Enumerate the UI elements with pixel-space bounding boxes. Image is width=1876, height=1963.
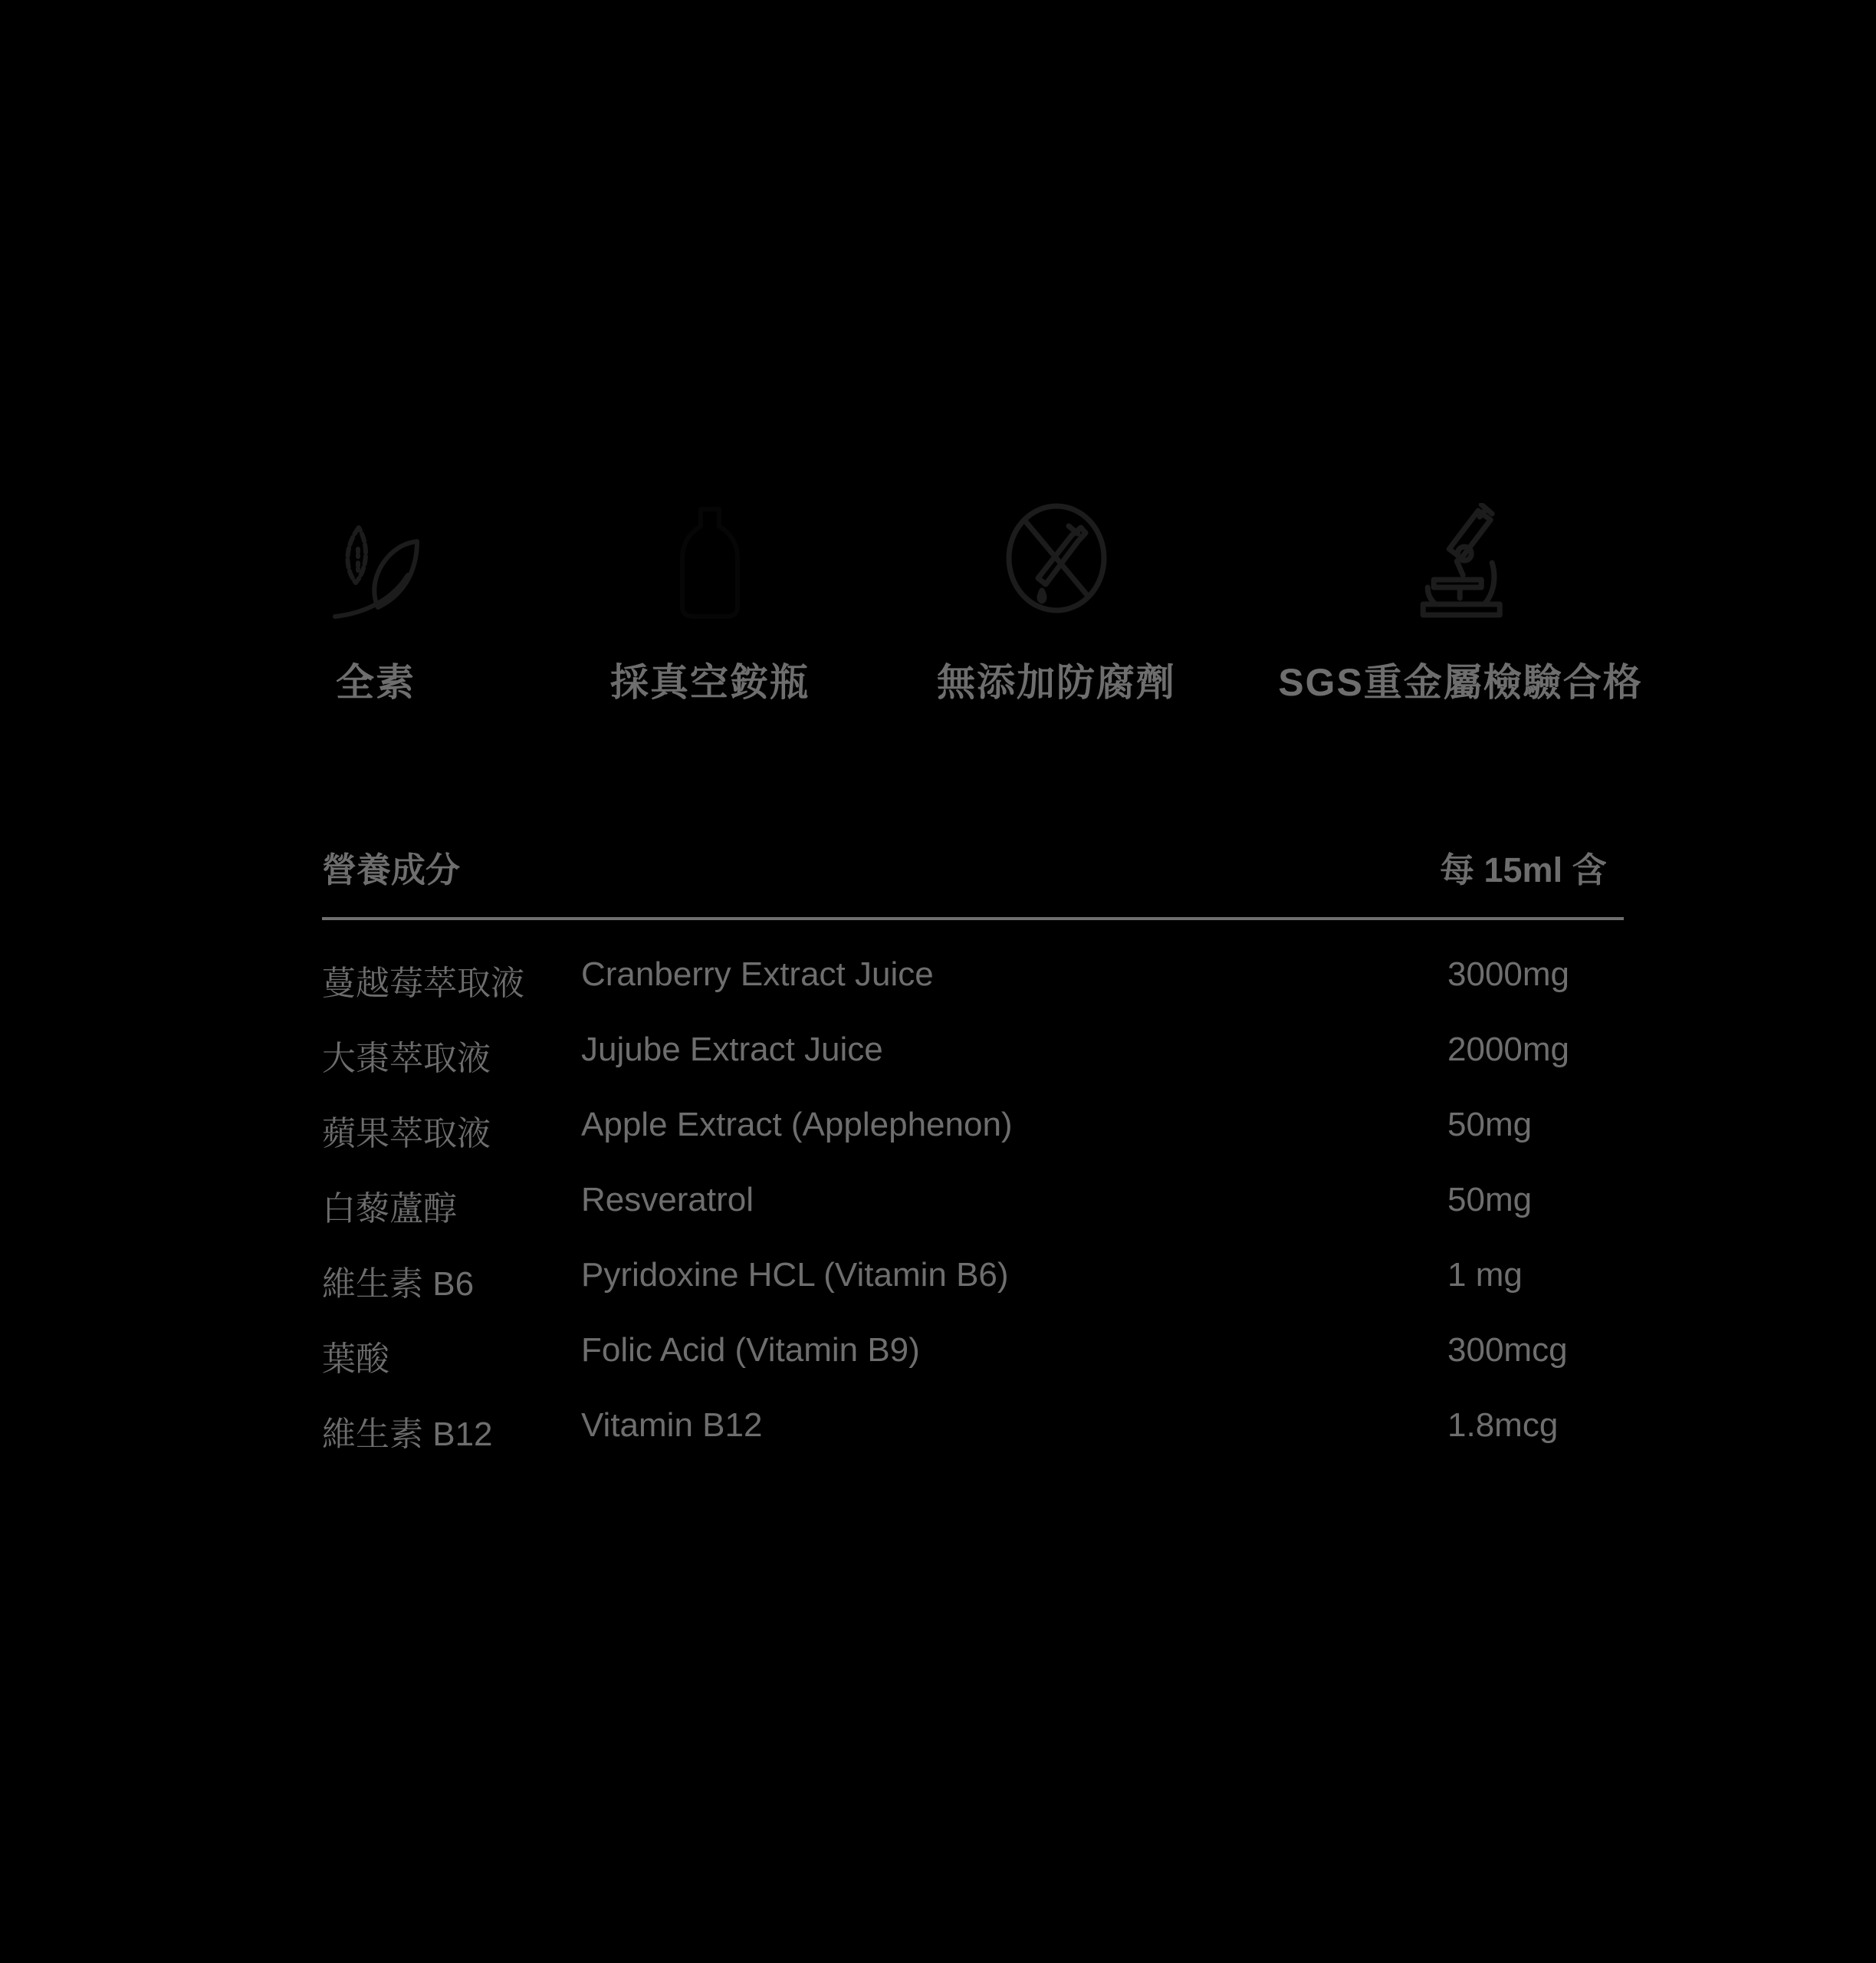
table-row [322, 1106, 1624, 1155]
leaf-icon [330, 497, 421, 620]
table-header-per-serving: 每 15ml 含 [1440, 850, 1607, 889]
table-row [322, 1256, 1624, 1305]
ingredient-name-en: Jujube Extract Juice [581, 1031, 883, 1068]
badge-no-preservatives [937, 497, 1176, 707]
table-header-ingredients: 營養成分 [322, 850, 461, 889]
table-row [322, 1031, 1624, 1080]
microscope-icon [1411, 497, 1510, 620]
ingredient-amount: 1.8mcg [1447, 1406, 1559, 1444]
ingredient-name-zh: 維生素 B6 [322, 1265, 475, 1303]
ingredient-name-zh: 白藜蘆醇 [322, 1190, 457, 1228]
ingredient-name-zh: 葉酸 [322, 1340, 389, 1378]
ingredient-name-en: Apple Extract (Applephenon) [581, 1106, 1013, 1143]
ingredient-name-zh: 大棗萃取液 [322, 1040, 491, 1077]
ingredient-name-zh: 蔓越莓萃取液 [322, 965, 524, 1002]
ingredient-name-en: Vitamin B12 [581, 1406, 763, 1444]
ingredient-amount: 50mg [1447, 1106, 1533, 1143]
ingredient-name-en: Resveratrol [581, 1181, 754, 1218]
table-row [322, 955, 1624, 1005]
table-row [322, 1181, 1624, 1230]
badge-sgs-tested [1278, 497, 1643, 707]
badge-label-vegan: 全素 [336, 661, 416, 704]
ingredient-name-en: Cranberry Extract Juice [581, 955, 934, 993]
ingredient-name-zh: 維生素 B12 [322, 1416, 493, 1453]
ingredient-amount: 300mcg [1447, 1331, 1568, 1369]
aluminum-bottle-icon [672, 497, 748, 620]
table-row [322, 1406, 1624, 1455]
ingredient-name-en: Pyridoxine HCL (Vitamin B6) [581, 1256, 1009, 1294]
badge-label-sgs-tested: SGS重金屬檢驗合格 [1278, 661, 1643, 704]
badge-label-vacuum-aluminum-bottle: 採真空銨瓶 [610, 661, 810, 704]
ingredient-amount: 1 mg [1447, 1256, 1523, 1294]
ingredient-amount: 50mg [1447, 1181, 1533, 1218]
ingredient-name-zh: 蘋果萃取液 [322, 1115, 491, 1152]
no-preservatives-icon [995, 497, 1118, 620]
ingredient-amount: 2000mg [1447, 1031, 1570, 1068]
badge-vegan [330, 497, 421, 707]
table-row [322, 1331, 1624, 1380]
ingredient-name-en: Folic Acid (Vitamin B9) [581, 1331, 920, 1369]
badge-label-no-preservatives: 無添加防腐劑 [937, 661, 1176, 704]
badge-vacuum-aluminum-bottle [610, 497, 810, 707]
table-divider [322, 917, 1624, 920]
ingredient-amount: 3000mg [1447, 955, 1570, 993]
